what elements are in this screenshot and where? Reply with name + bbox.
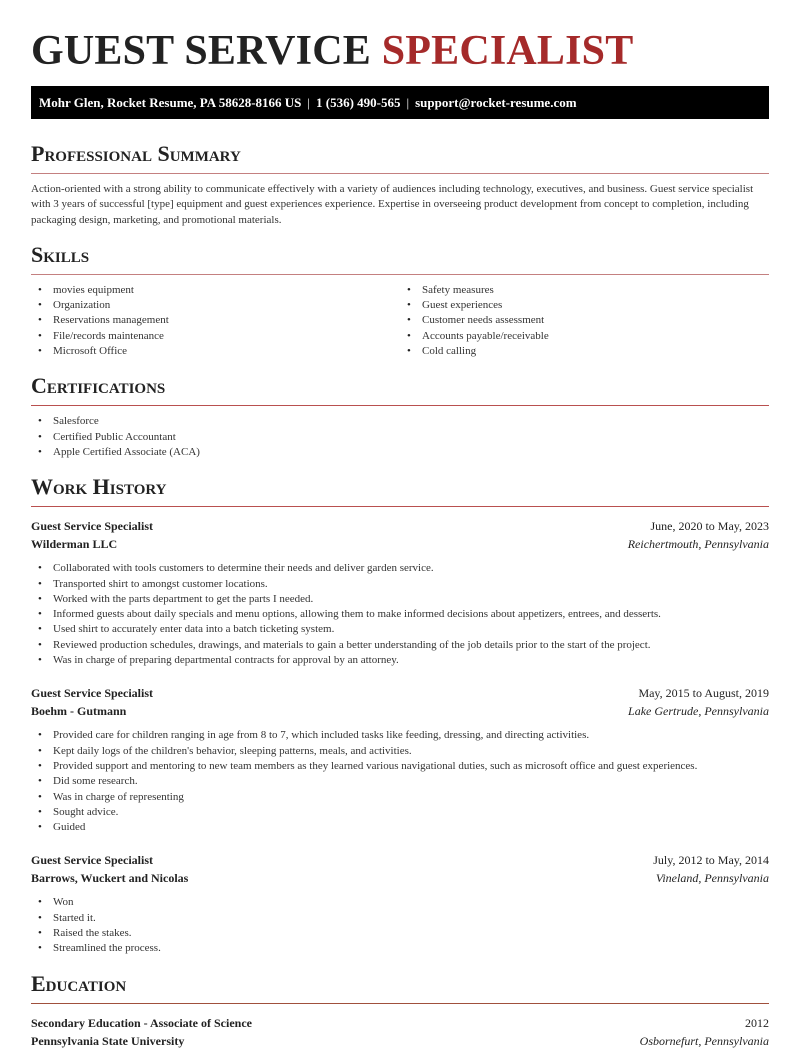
skill-item: • Cold calling: [400, 344, 769, 359]
skill-item: • Accounts payable/receivable: [400, 329, 769, 344]
section-divider: [31, 173, 769, 174]
job-bullet: • Kept daily logs of the children's behavior, sleeping patterns, meals, and activities.: [31, 744, 769, 759]
summary-text: Action-oriented with a strong ability to communicate effectively with a variety of audiences including technology, executives, and business. Guest service specialist with 3 years of successful [type] equipment and guest experiences experience. Expertise in overseeing product development from concept to completion, including packaging design, marketing, and promotional materials.: [31, 183, 754, 226]
job-title: Guest Service Specialist: [31, 853, 153, 868]
contact-separator: |: [406, 95, 410, 110]
job-bullet: • Sought advice.: [31, 805, 769, 820]
job-bullet: • Informed guests about daily specials and menu options, allowing them to make informed decisions about appetizers, entrees, and desserts.: [31, 607, 769, 622]
education-entry: [31, 1014, 769, 1050]
skill-item: • Organization: [31, 298, 400, 313]
job-header-row: [31, 684, 769, 702]
job-dates: May, 2015 to August, 2019: [638, 686, 769, 701]
education-year: 2012: [745, 1015, 769, 1030]
skill-item: • Safety measures: [400, 283, 769, 298]
certification-item: • Certified Public Accountant: [31, 430, 769, 445]
section-divider: [31, 1003, 769, 1004]
certification-item: • Salesforce: [31, 414, 769, 429]
job-location: Vineland, Pennsylvania: [655, 871, 769, 886]
job-bullets: [31, 561, 769, 668]
job-company-row: [31, 702, 769, 720]
contact-separator: |: [307, 95, 310, 110]
education-school: Pennsylvania State University: [31, 1033, 185, 1048]
contact-email[interactable]: support@rocket-resume.com: [415, 95, 577, 110]
work-history-section: [31, 473, 769, 956]
section-heading-education: Education: [31, 970, 127, 996]
section-divider: [31, 506, 769, 507]
job-entry: [31, 684, 769, 835]
education-header-row: [31, 1014, 769, 1032]
job-bullet: • Provided care for children ranging in age from 8 to 7, which included tasks like feeding, dressing, and directing activities.: [31, 728, 769, 743]
section-heading-skills: Skills: [31, 241, 90, 267]
skill-item: • Guest experiences: [400, 298, 769, 313]
job-location: Reichertmouth, Pennsylvania: [627, 537, 769, 552]
title-main: GUEST SERVICE: [31, 28, 371, 74]
skills-list-left: [31, 283, 400, 359]
job-company-row: [31, 869, 769, 887]
job-bullet: • Did some research.: [31, 774, 769, 789]
job-bullets: [31, 895, 769, 956]
skill-item: • Reservations management: [31, 313, 400, 328]
job-bullet: • Streamlined the process.: [31, 941, 769, 956]
job-bullet: • Was in charge of preparing departmental contracts for approval by an attorney.: [31, 653, 769, 668]
title-accent: SPECIALIST: [381, 28, 634, 74]
job-company-row: [31, 535, 769, 553]
skills-grid: [31, 275, 769, 359]
skill-item: • Microsoft Office: [31, 344, 400, 359]
job-company: Boehm - Gutmann: [31, 704, 127, 719]
skill-item: • Customer needs assessment: [400, 313, 769, 328]
job-bullet: • Was in charge of representing: [31, 790, 769, 805]
education-school-row: [31, 1032, 769, 1050]
job-bullet: • Collaborated with tools customers to determine their needs and deliver garden service.: [31, 561, 769, 576]
job-bullet: • Provided support and mentoring to new team members as they learned various navigational duties, such as microsoft office and guest experiences.: [31, 759, 769, 774]
job-bullets: [31, 728, 769, 835]
contact-bar: [31, 86, 769, 119]
job-bullet: • Won: [31, 895, 769, 910]
skills-section: [31, 241, 769, 359]
skill-item: • File/records maintenance: [31, 329, 400, 344]
summary-section: [31, 140, 769, 228]
education-location: Osbornefurt, Pennsylvania: [639, 1033, 769, 1048]
job-bullet: • Worked with the parts department to get the parts I needed.: [31, 592, 769, 607]
job-header-row: [31, 517, 769, 535]
job-dates: June, 2020 to May, 2023: [650, 519, 769, 534]
job-bullet: • Reviewed production schedules, drawings, and materials to gain a better understanding of the job details prior to the start of the project.: [31, 638, 769, 653]
contact-address: Mohr Glen, Rocket Resume, PA 58628-8166 US: [39, 95, 302, 110]
job-bullet: • Raised the stakes.: [31, 926, 769, 941]
section-heading-certifications: Certifications: [31, 373, 166, 399]
skills-list-right: [400, 283, 769, 359]
job-title: Guest Service Specialist: [31, 686, 153, 701]
certification-item: • Apple Certified Associate (ACA): [31, 445, 769, 460]
education-degree: Secondary Education - Associate of Science: [31, 1015, 252, 1030]
section-heading-summary: Professional Summary: [31, 141, 241, 166]
section-heading-work-history: Work History: [31, 474, 167, 500]
job-location: Lake Gertrude, Pennsylvania: [628, 704, 769, 719]
job-bullet: • Used shirt to accurately enter data into a batch ticketing system.: [31, 622, 769, 637]
section-divider: [31, 405, 769, 406]
job-company: Wilderman LLC: [31, 537, 118, 552]
education-section: [31, 970, 769, 1050]
job-entry: [31, 851, 769, 956]
skill-item: • movies equipment: [31, 283, 400, 298]
job-bullet: • Transported shirt to amongst customer locations.: [31, 577, 769, 592]
job-dates: July, 2012 to May, 2014: [653, 853, 769, 868]
contact-phone: 1 (536) 490-565: [316, 95, 401, 110]
resume-title: [31, 0, 769, 74]
job-bullet: • Guided: [31, 820, 769, 835]
job-header-row: [31, 851, 769, 869]
job-entry: [31, 517, 769, 668]
job-company: Barrows, Wuckert and Nicolas: [31, 871, 189, 886]
job-title: Guest Service Specialist: [31, 519, 153, 534]
certifications-section: [31, 372, 769, 460]
certifications-list: [31, 414, 769, 460]
job-bullet: • Started it.: [31, 911, 769, 926]
